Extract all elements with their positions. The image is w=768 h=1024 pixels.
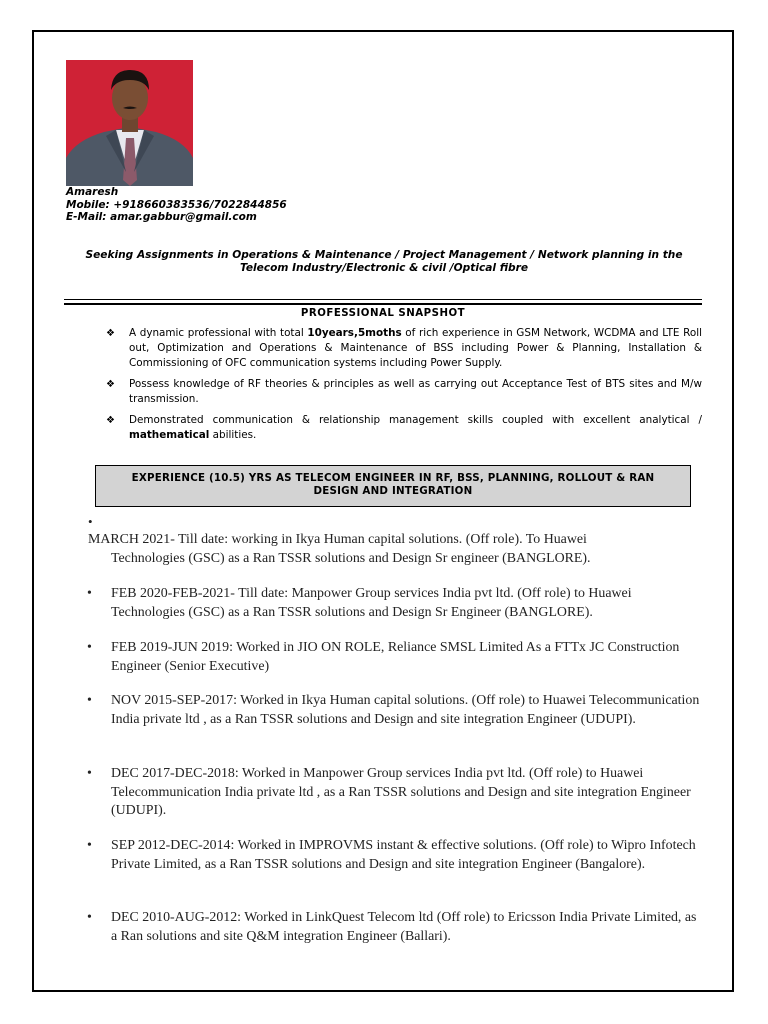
diamond-bullet-icon: ❖ [106, 328, 115, 339]
experience-item: • SEP 2012-DEC-2014: Worked in IMPROVMS instant & effective solutions. (Off role) to Wipro Infotech Private Limited, as a Ran TSSR solutions and Design and site integration Engineer (Bangalore). [87, 838, 696, 872]
experience-heading: EXPERIENCE (10.5) YRS AS TELECOM ENGINEER IN RF, BSS, PLANNING, ROLLOUT & RAN DESIGN AND INTEGRATION [95, 465, 691, 507]
bullet-icon: • [87, 910, 92, 925]
contact-block [66, 186, 287, 224]
experience-item: • FEB 2019-JUN 2019: Worked in JIO ON ROLE, Reliance SMSL Limited As a FTTx JC Construction Engineer (Senior Executive) [87, 640, 680, 674]
experience-item: • DEC 2010-AUG-2012: Worked in LinkQuest Telecom ltd (Off role) to Ericsson India Private Limited, as a Ran solutions and site Q&M integration Engineer (Ballari). [87, 910, 697, 944]
snapshot-item: ❖ A dynamic professional with total 10years,5moths of rich experience in GSM Network, WCDMA and LTE Roll out, Optimization and Operations & Maintenance of BSS including Power & Planning, Installation & Commissioning of OFC communication systems including Power Supply. [106, 327, 702, 369]
profile-photo [66, 60, 193, 186]
experience-item: • DEC 2017-DEC-2018: Worked in Manpower Group services India pvt ltd. (Off role) to Huawei Telecommunication India private ltd , as a Ran TSSR solutions and Design and site integration Engineer (UDUPI). [87, 766, 691, 818]
section-title-snapshot: PROFESSIONAL SNAPSHOT [300, 308, 466, 319]
bullet-icon: • [87, 640, 92, 655]
divider-line [64, 299, 702, 300]
snapshot-list [106, 326, 702, 449]
diamond-bullet-icon: ❖ [106, 379, 115, 390]
bullet-icon: • [87, 693, 92, 708]
snapshot-item: ❖ Possess knowledge of RF theories & principles as well as carrying out Acceptance Test of BTS sites and M/w transmission. [106, 378, 702, 405]
bullet-icon: • [87, 766, 92, 781]
bullet-icon: • [87, 586, 92, 601]
snapshot-item: ❖ Demonstrated communication & relationship management skills coupled with excellent analytical / mathematical abilities. [106, 414, 702, 441]
mobile-number: Mobile: +918660383536/7022844856 [66, 198, 287, 211]
divider-line-thick [64, 303, 702, 305]
diamond-bullet-icon: ❖ [106, 415, 115, 426]
bullet-icon: • [87, 838, 92, 853]
bullet-icon: • [88, 514, 93, 529]
objective-statement: Seeking Assignments in Operations & Maintenance / Project Management / Network planning in the Telecom Industry/Electronic & civil /Optical fibre [85, 249, 683, 274]
candidate-name: Amaresh [66, 186, 119, 198]
experience-item: • NOV 2015-SEP-2017: Worked in Ikya Human capital solutions. (Off role) to Huawei Telecommunication India private ltd , as a Ran TSSR solutions and Design and site integration Engineer (UDUPI). [87, 693, 700, 727]
experience-item: • FEB 2020-FEB-2021- Till date: Manpower Group services India pvt ltd. (Off role) to Huawei Technologies (GSC) as a Ran TSSR solutions and Design Sr Engineer (BANGLORE). [87, 586, 632, 620]
experience-item-current: MARCH 2021- Till date: working in Ikya Human capital solutions. (Off role). To Huawei Technologies (GSC) as a Ran TSSR solutions and Design Sr engineer (BANGLORE). [88, 532, 591, 566]
email-address: E-Mail: amar.gabbur@gmail.com [66, 211, 257, 223]
